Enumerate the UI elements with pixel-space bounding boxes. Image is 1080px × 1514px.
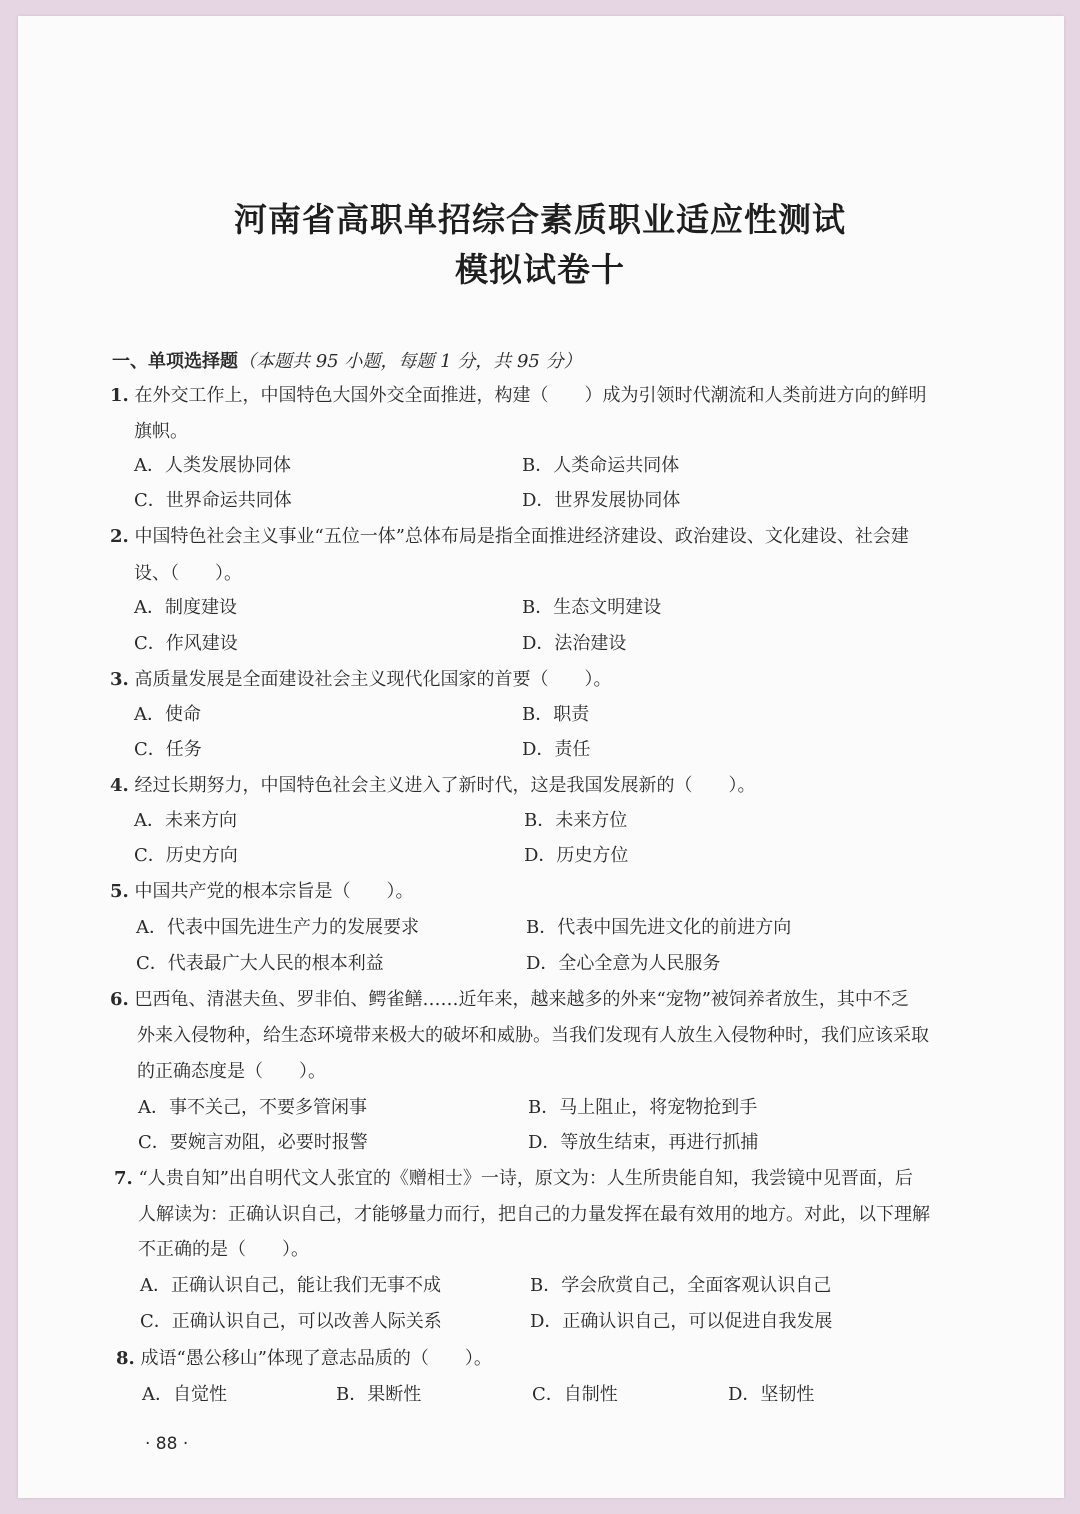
question-text: 高质量发展是全面建设社会主义现代化国家的首要（ ）。	[134, 669, 612, 690]
option-b: B．生态文明建设	[522, 597, 662, 618]
question-1	[110, 378, 927, 414]
question-text: 成语“愚公移山”体现了意志品质的（ ）。	[140, 1348, 492, 1369]
question-text-cont: 人解读为：正确认识自己，才能够量力而行，把自己的力量发挥在最有效用的地方。对此，以下理解	[138, 1204, 930, 1225]
option-a: A．人类发展协同体	[134, 455, 291, 476]
option-b: B．未来方位	[524, 810, 628, 831]
option-a: A．使命	[134, 704, 201, 725]
option-d: D．等放生结束，再进行抓捕	[528, 1132, 759, 1153]
option-b: B．职责	[522, 704, 590, 725]
option-c: C．代表最广大人民的根本利益	[136, 953, 384, 974]
question-number: 3.	[110, 669, 129, 690]
section-title: 一、单项选择题	[112, 351, 238, 372]
exam-title: 河南省高职单招综合素质职业适应性测试	[234, 200, 846, 239]
section-note: （本题共 95 小题，每题 1 分，共 95 分）	[238, 351, 582, 372]
page-number: · 88 ·	[145, 1434, 189, 1454]
question-text: 中国特色社会主义事业“五位一体”总体布局是指全面推进经济建设、政治建设、文化建设、社会建	[134, 526, 909, 547]
option-b: B．代表中国先进文化的前进方向	[526, 917, 792, 938]
option-d: D．历史方位	[524, 845, 629, 866]
option-c: C．要婉言劝阻，必要时报警	[138, 1132, 368, 1153]
question-6	[110, 982, 909, 1018]
option-c: C．正确认识自己，可以改善人际关系	[140, 1311, 442, 1332]
option-a: A．代表中国先进生产力的发展要求	[136, 917, 419, 938]
question-3	[110, 662, 612, 698]
question-number: 5.	[110, 881, 129, 902]
question-text-cont: 外来入侵物种，给生态环境带来极大的破坏和威胁。当我们发现有人放生入侵物种时，我们应该采取	[137, 1025, 929, 1046]
question-8	[116, 1341, 492, 1377]
question-text-cont: 不正确的是（ ）。	[138, 1239, 309, 1260]
question-number: 2.	[110, 526, 129, 547]
option-a: A．事不关己，不要多管闲事	[138, 1097, 367, 1118]
question-number: 4.	[110, 775, 129, 796]
question-text: 在外交工作上，中国特色大国外交全面推进，构建（ ）成为引领时代潮流和人类前进方向的鲜明	[134, 385, 927, 406]
question-number: 1.	[110, 385, 129, 406]
option-b: B．果断性	[336, 1384, 422, 1405]
question-7	[114, 1161, 913, 1197]
question-text-cont: 旗帜。	[134, 421, 188, 442]
question-2	[110, 519, 909, 555]
option-c: C．自制性	[532, 1384, 618, 1405]
section-heading	[112, 347, 582, 373]
option-d: D．责任	[522, 739, 591, 760]
question-text: 巴西龟、清湛夫鱼、罗非伯、鳄雀鳝……近年来，越来越多的外来“宠物”被饲养者放生，其中不乏	[134, 989, 909, 1010]
exam-subtitle: 模拟试卷十	[455, 250, 625, 289]
option-a: A．正确认识自己，能让我们无事不成	[140, 1275, 441, 1296]
option-d: D．法治建设	[522, 633, 627, 654]
question-number: 6.	[110, 989, 129, 1010]
question-4	[110, 768, 756, 804]
question-text-cont: 设、（ ）。	[134, 563, 242, 584]
option-d: D．正确认识自己，可以促进自我发展	[530, 1311, 833, 1332]
question-number: 7.	[114, 1168, 133, 1189]
option-a: A．制度建设	[134, 597, 237, 618]
question-number: 8.	[116, 1348, 135, 1369]
question-text: 中国共产党的根本宗旨是（ ）。	[134, 881, 414, 902]
option-c: C．作风建设	[134, 633, 238, 654]
option-b: B．马上阻止，将宠物抢到手	[528, 1097, 758, 1118]
option-d: D．坚韧性	[728, 1384, 815, 1405]
option-c: C．任务	[134, 739, 202, 760]
option-d: D．全心全意为人民服务	[526, 953, 721, 974]
option-c: C．世界命运共同体	[134, 490, 292, 511]
option-a: A．自觉性	[142, 1384, 227, 1405]
option-b: B．学会欣赏自己，全面客观认识自己	[530, 1275, 832, 1296]
question-5	[110, 874, 414, 910]
option-d: D．世界发展协同体	[522, 490, 681, 511]
question-text-cont: 的正确态度是（ ）。	[137, 1061, 326, 1082]
question-text: 经过长期努力，中国特色社会主义进入了新时代，这是我国发展新的（ ）。	[134, 775, 756, 796]
option-b: B．人类命运共同体	[522, 455, 680, 476]
option-a: A．未来方向	[134, 810, 237, 831]
option-c: C．历史方向	[134, 845, 238, 866]
question-text: “人贵自知”出自明代文人张宜的《赠相士》一诗，原文为：人生所贵能自知，我尝镜中见晋面，后	[138, 1168, 913, 1189]
